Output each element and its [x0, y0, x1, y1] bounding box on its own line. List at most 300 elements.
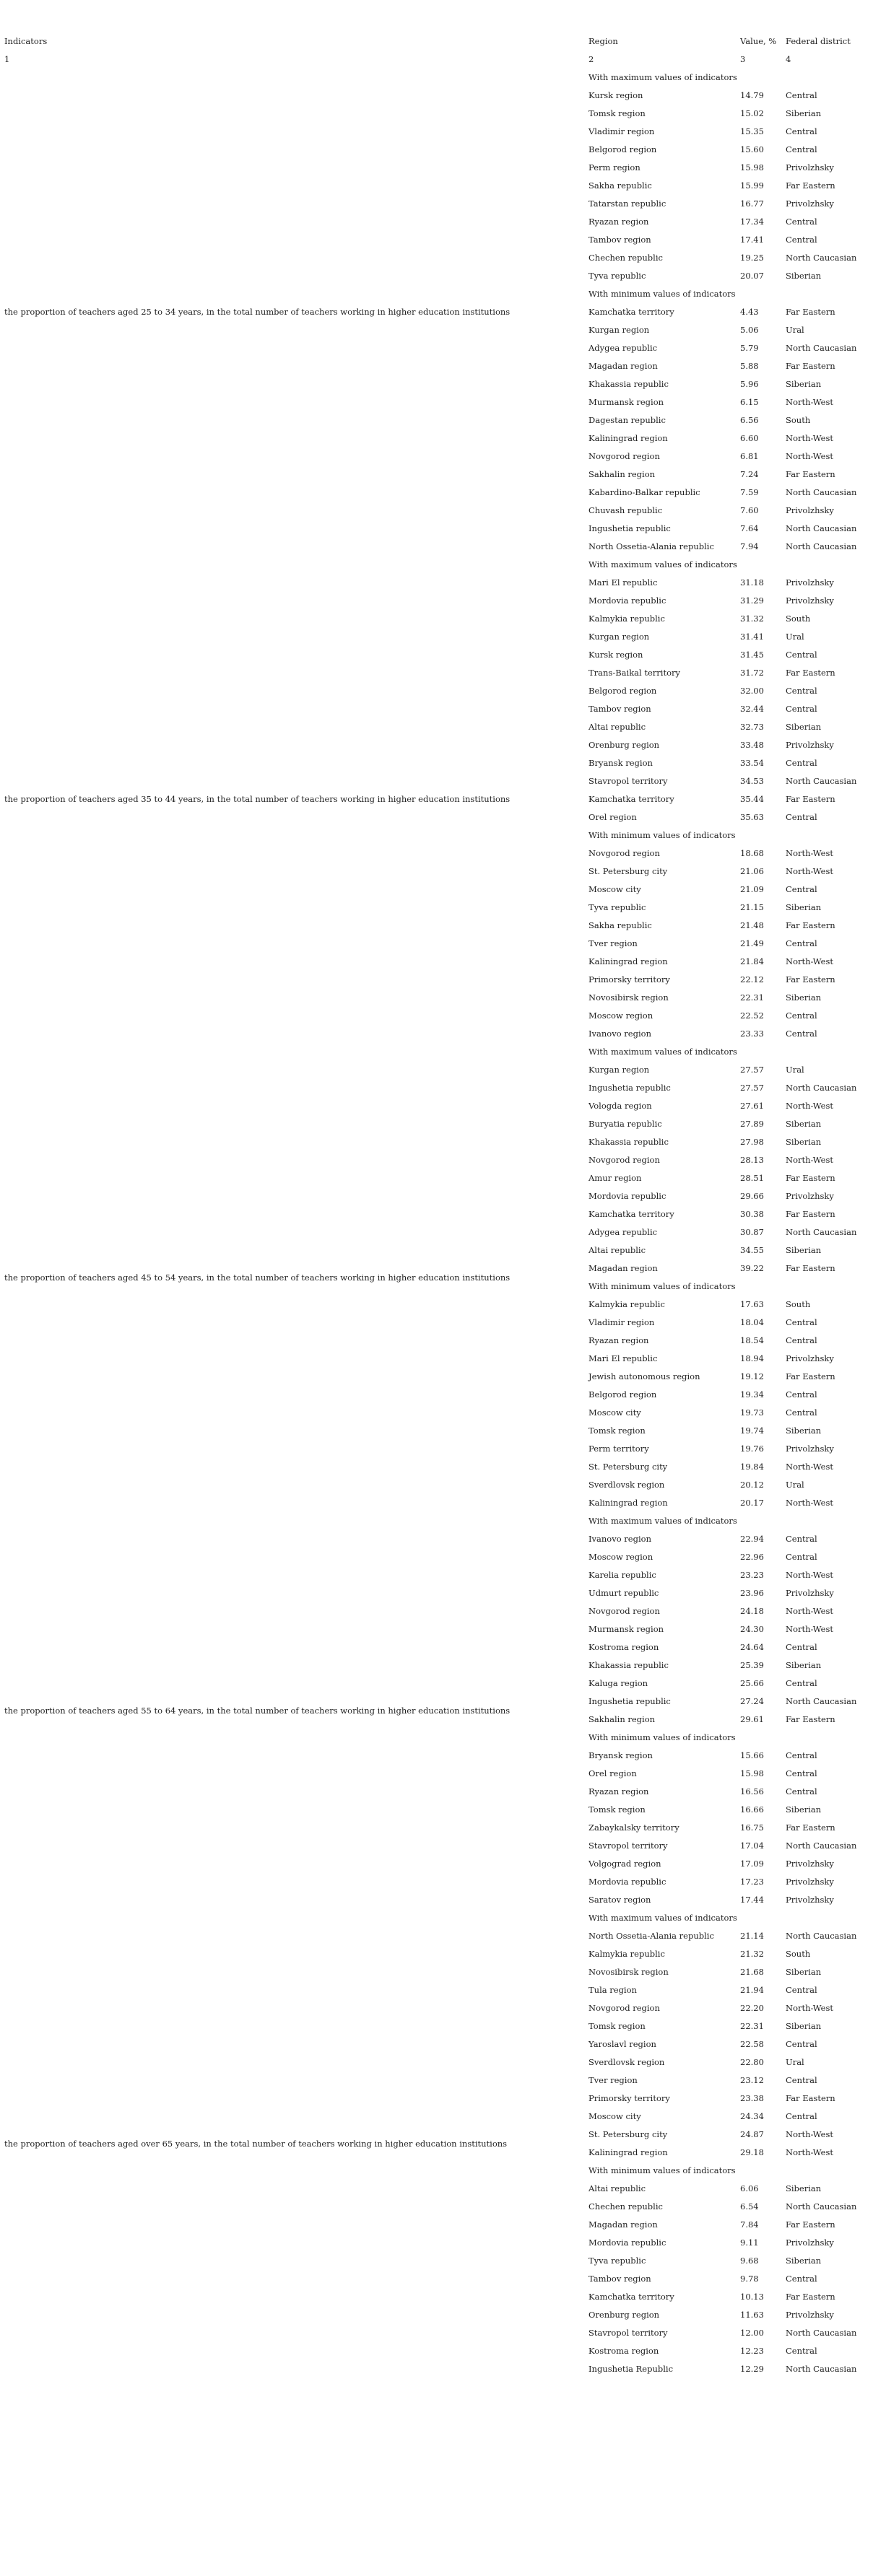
header-row [4, 32, 873, 51]
value-cell: 31.29 [740, 595, 764, 606]
region-cell: Bryansk region [588, 1750, 653, 1760]
region-cell: Kurgan region [588, 325, 650, 335]
region-cell: North Ossetia-Alania republic [588, 1931, 714, 1941]
value-cell: 15.98 [740, 1768, 764, 1778]
value-cell: 27.24 [740, 1696, 764, 1706]
value-cell: 5.96 [740, 379, 759, 389]
district-cell: Siberian [786, 379, 822, 389]
district-cell: Far Eastern [786, 920, 835, 930]
district-cell: North-West [786, 2129, 833, 2139]
value-cell: 30.38 [740, 1209, 764, 1219]
value-cell: 22.58 [740, 2039, 764, 2049]
district-cell: North Caucasian [786, 776, 857, 786]
region-cell: Kamchatka territory [588, 307, 674, 317]
region-cell: Moscow region [588, 1010, 653, 1021]
value-cell: 23.96 [740, 1588, 764, 1598]
value-cell: 27.61 [740, 1101, 764, 1111]
district-cell: Central [786, 2274, 817, 2284]
value-cell: 18.94 [740, 1353, 764, 1363]
region-cell: Tomsk region [588, 1425, 646, 1436]
value-cell: 7.94 [740, 541, 759, 551]
district-cell: Central [786, 1552, 817, 1562]
region-cell: Mordovia republic [588, 1877, 666, 1887]
district-cell: Central [786, 1750, 817, 1760]
region-cell: Belgorod region [588, 686, 657, 696]
region-cell: Adygea republic [588, 1227, 658, 1237]
district-cell: North-West [786, 2147, 833, 2157]
district-cell: Siberian [786, 2256, 822, 2266]
value-cell: 18.04 [740, 1317, 764, 1327]
region-cell: Vladimir region [588, 126, 655, 136]
value-cell: 6.81 [740, 451, 759, 461]
value-cell: 31.72 [740, 668, 764, 678]
value-cell: 7.84 [740, 2219, 759, 2230]
region-cell: Kamchatka territory [588, 794, 674, 804]
value-cell: 17.34 [740, 217, 764, 227]
region-cell: Primorsky territory [588, 2093, 670, 2103]
value-cell: 21.14 [740, 1931, 764, 1941]
region-cell: Novgorod region [588, 1155, 660, 1165]
region-cell: Ryazan region [588, 1335, 649, 1345]
district-cell: North Caucasian [786, 1841, 857, 1851]
district-cell: Central [786, 1642, 817, 1652]
group-label-row [4, 1909, 873, 1927]
district-cell: Central [786, 126, 817, 136]
region-cell: Dagestan republic [588, 415, 666, 425]
district-cell: Far Eastern [786, 307, 835, 317]
value-cell: 19.25 [740, 253, 764, 263]
value-cell: 17.23 [740, 1877, 764, 1887]
group-label-row [4, 1043, 873, 1061]
column-number-2: 2 [588, 54, 594, 64]
value-cell: 11.63 [740, 2310, 764, 2320]
district-cell: Siberian [786, 1967, 822, 1977]
district-cell: North-West [786, 956, 833, 966]
value-cell: 25.39 [740, 1660, 764, 1670]
region-cell: Kamchatka territory [588, 1209, 674, 1219]
value-cell: 29.66 [740, 1191, 764, 1201]
value-cell: 17.63 [740, 1299, 764, 1309]
region-cell: Sakhalin region [588, 1714, 656, 1724]
value-cell: 9.68 [740, 2256, 759, 2266]
group-label: With maximum values of indicators [588, 1047, 737, 1057]
value-cell: 17.41 [740, 235, 764, 245]
district-cell: Privolzhsky [786, 1444, 834, 1454]
data-table-container [4, 32, 873, 2378]
value-cell: 22.80 [740, 2057, 764, 2067]
value-cell: 31.45 [740, 650, 764, 660]
region-cell: Kalmykia republic [588, 1949, 665, 1959]
district-cell: Central [786, 1407, 817, 1418]
group-label: With minimum values of indicators [588, 830, 736, 840]
region-cell: Tambov region [588, 2274, 651, 2284]
value-cell: 21.09 [740, 884, 764, 894]
region-cell: Trans-Baikal territory [588, 668, 680, 678]
value-cell: 15.35 [740, 126, 764, 136]
district-cell: South [786, 614, 811, 624]
value-cell: 30.87 [740, 1227, 764, 1237]
district-cell: Siberian [786, 992, 822, 1003]
district-cell: North Caucasian [786, 1931, 857, 1941]
value-cell: 19.34 [740, 1389, 764, 1400]
region-cell: Stavropol territory [588, 1841, 668, 1851]
region-cell: Magadan region [588, 2219, 658, 2230]
district-cell: Far Eastern [786, 2292, 835, 2302]
value-cell: 18.68 [740, 848, 764, 858]
region-cell: St. Petersburg city [588, 2129, 668, 2139]
region-cell: Kalmykia republic [588, 1299, 665, 1309]
district-cell: North-West [786, 397, 833, 407]
value-cell: 19.73 [740, 1407, 764, 1418]
value-cell: 19.84 [740, 1462, 764, 1472]
value-cell: 6.06 [740, 2183, 759, 2193]
value-cell: 22.94 [740, 1534, 764, 1544]
district-cell: Central [786, 217, 817, 227]
district-cell: Central [786, 2075, 817, 2085]
region-cell: Tatarstan republic [588, 198, 666, 209]
value-cell: 24.18 [740, 1606, 764, 1616]
district-cell: North-West [786, 1498, 833, 1508]
region-cell: Kostroma region [588, 1642, 659, 1652]
district-cell: North Caucasian [786, 2364, 857, 2374]
region-cell: Saratov region [588, 1895, 651, 1905]
region-cell: Sverdlovsk region [588, 2057, 665, 2067]
value-cell: 5.79 [740, 343, 759, 353]
value-cell: 22.52 [740, 1010, 764, 1021]
group-label: With maximum values of indicators [588, 559, 737, 569]
district-cell: Ural [786, 1480, 804, 1490]
value-cell: 27.98 [740, 1137, 764, 1147]
district-cell: Central [786, 1985, 817, 1995]
district-cell: Siberian [786, 1245, 822, 1255]
region-cell: Tyva republic [588, 271, 646, 281]
district-cell: North-West [786, 1624, 833, 1634]
value-cell: 21.68 [740, 1967, 764, 1977]
district-cell: Far Eastern [786, 1209, 835, 1219]
region-cell: Magadan region [588, 1263, 658, 1273]
district-cell: North-West [786, 848, 833, 858]
region-cell: Vologda region [588, 1101, 652, 1111]
region-cell: Kurgan region [588, 632, 650, 642]
district-cell: North-West [786, 1570, 833, 1580]
region-cell: Kaliningrad region [588, 2147, 668, 2157]
group-label: With minimum values of indicators [588, 289, 736, 299]
value-cell: 16.56 [740, 1786, 764, 1796]
value-cell: 7.24 [740, 469, 759, 479]
group-label: With maximum values of indicators [588, 1913, 737, 1923]
district-cell: Central [786, 2111, 817, 2121]
value-cell: 23.12 [740, 2075, 764, 2085]
district-cell: North-West [786, 1606, 833, 1616]
region-cell: Vladimir region [588, 1317, 655, 1327]
region-cell: North Ossetia-Alania republic [588, 541, 714, 551]
district-cell: Far Eastern [786, 1822, 835, 1833]
region-cell: Kaliningrad region [588, 1498, 668, 1508]
district-cell: Far Eastern [786, 180, 835, 191]
district-cell: Siberian [786, 271, 822, 281]
value-cell: 15.02 [740, 108, 764, 118]
region-cell: Tambov region [588, 704, 651, 714]
value-cell: 16.77 [740, 198, 764, 209]
value-cell: 5.06 [740, 325, 759, 335]
value-cell: 14.79 [740, 90, 764, 100]
group-label-row [4, 69, 873, 87]
region-cell: Khakassia republic [588, 1137, 669, 1147]
region-cell: Sverdlovsk region [588, 1480, 665, 1490]
district-cell: Privolzhsky [786, 2310, 834, 2320]
region-cell: Orenburg region [588, 740, 660, 750]
region-cell: Khakassia republic [588, 1660, 669, 1670]
region-cell: Kaluga region [588, 1678, 648, 1688]
value-cell: 6.54 [740, 2201, 759, 2212]
region-cell: Buryatia republic [588, 1119, 662, 1129]
district-cell: North-West [786, 2003, 833, 2013]
district-cell: North Caucasian [786, 2201, 857, 2212]
district-cell: Privolzhsky [786, 1895, 834, 1905]
value-cell: 32.73 [740, 722, 764, 732]
district-cell: North Caucasian [786, 523, 857, 533]
region-cell: Tver region [588, 2075, 638, 2085]
value-cell: 19.74 [740, 1425, 764, 1436]
region-cell: Kaliningrad region [588, 956, 668, 966]
district-cell: Central [786, 884, 817, 894]
region-cell: Kostroma region [588, 2346, 659, 2356]
region-cell: Ivanovo region [588, 1029, 651, 1039]
region-cell: Novosibirsk region [588, 992, 669, 1003]
value-cell: 23.33 [740, 1029, 764, 1039]
region-cell: Zabaykalsky territory [588, 1822, 679, 1833]
header-indicators: Indicators [4, 36, 48, 46]
value-cell: 27.57 [740, 1083, 764, 1093]
value-cell: 32.44 [740, 704, 764, 714]
district-cell: Ural [786, 1065, 804, 1075]
region-cell: Kabardino-Balkar republic [588, 487, 700, 497]
district-cell: Central [786, 1010, 817, 1021]
value-cell: 25.66 [740, 1678, 764, 1688]
value-cell: 21.94 [740, 1985, 764, 1995]
district-cell: Far Eastern [786, 794, 835, 804]
header-region: Region [588, 36, 618, 46]
value-cell: 20.07 [740, 271, 764, 281]
district-cell: Siberian [786, 1804, 822, 1815]
region-cell: Novgorod region [588, 1606, 660, 1616]
indicator-cell: the proportion of teachers aged 45 to 54 years, in the total number of teachers working in higher education institutions [4, 1272, 511, 1283]
value-cell: 35.63 [740, 812, 764, 822]
region-cell: Ryazan region [588, 1786, 649, 1796]
district-cell: North-West [786, 866, 833, 876]
district-cell: Far Eastern [786, 1263, 835, 1273]
value-cell: 31.32 [740, 614, 764, 624]
region-cell: Chuvash republic [588, 505, 663, 515]
indicator-cell: the proportion of teachers aged 35 to 44 years, in the total number of teachers working in higher education institutions [4, 794, 511, 804]
district-cell: South [786, 1299, 811, 1309]
indicator-cell: the proportion of teachers aged 25 to 34 years, in the total number of teachers working in higher education institutions [4, 307, 511, 317]
value-cell: 6.15 [740, 397, 759, 407]
district-cell: Central [786, 90, 817, 100]
value-cell: 39.22 [740, 1263, 764, 1273]
district-cell: Central [786, 704, 817, 714]
region-cell: Murmansk region [588, 1624, 664, 1634]
district-cell: North Caucasian [786, 343, 857, 353]
column-number-4: 4 [786, 54, 791, 64]
district-cell: Privolzhsky [786, 577, 834, 588]
district-cell: Ural [786, 2057, 804, 2067]
value-cell: 23.38 [740, 2093, 764, 2103]
value-cell: 10.13 [740, 2292, 764, 2302]
district-cell: Siberian [786, 1425, 822, 1436]
region-cell: Kurgan region [588, 1065, 650, 1075]
district-cell: Far Eastern [786, 668, 835, 678]
value-cell: 21.49 [740, 938, 764, 948]
value-cell: 15.66 [740, 1750, 764, 1760]
region-cell: Sakha republic [588, 180, 652, 191]
region-cell: Orenburg region [588, 2310, 660, 2320]
district-cell: Central [786, 1335, 817, 1345]
district-cell: Central [786, 938, 817, 948]
region-cell: Stavropol territory [588, 2328, 668, 2338]
district-cell: North Caucasian [786, 253, 857, 263]
region-cell: Ingushetia republic [588, 1083, 671, 1093]
district-cell: Central [786, 1317, 817, 1327]
teachers-age-table [4, 32, 873, 2378]
region-cell: Kamchatka territory [588, 2292, 674, 2302]
district-cell: Privolzhsky [786, 740, 834, 750]
group-label-row [4, 1512, 873, 1530]
region-cell: St. Petersburg city [588, 866, 668, 876]
region-cell: Novgorod region [588, 2003, 660, 2013]
value-cell: 7.60 [740, 505, 759, 515]
value-cell: 15.98 [740, 162, 764, 173]
district-cell: Ural [786, 632, 804, 642]
region-cell: Tula region [588, 1985, 637, 1995]
value-cell: 22.20 [740, 2003, 764, 2013]
district-cell: Siberian [786, 1119, 822, 1129]
district-cell: North-West [786, 451, 833, 461]
district-cell: Siberian [786, 2021, 822, 2031]
district-cell: North Caucasian [786, 1083, 857, 1093]
value-cell: 5.88 [740, 361, 759, 371]
district-cell: Siberian [786, 902, 822, 912]
region-cell: Kursk region [588, 650, 643, 660]
district-cell: Far Eastern [786, 361, 835, 371]
district-cell: Central [786, 1678, 817, 1688]
region-cell: Kalmykia republic [588, 614, 665, 624]
district-cell: Central [786, 758, 817, 768]
region-cell: Chechen republic [588, 253, 663, 263]
region-cell: Altai republic [588, 2183, 646, 2193]
value-cell: 24.34 [740, 2111, 764, 2121]
district-cell: Central [786, 1389, 817, 1400]
region-cell: Belgorod region [588, 144, 657, 154]
region-cell: Tomsk region [588, 108, 646, 118]
region-cell: Kursk region [588, 90, 643, 100]
district-cell: North Caucasian [786, 1696, 857, 1706]
district-cell: Far Eastern [786, 1173, 835, 1183]
group-label: With maximum values of indicators [588, 72, 737, 82]
value-cell: 34.53 [740, 776, 764, 786]
district-cell: Privolzhsky [786, 1877, 834, 1887]
indicator-cell: the proportion of teachers aged 55 to 64 years, in the total number of teachers working in higher education institutions [4, 1705, 511, 1716]
region-cell: Moscow city [588, 884, 641, 894]
value-cell: 18.54 [740, 1335, 764, 1345]
indicator-cell: the proportion of teachers aged over 65 years, in the total number of teachers working in higher education institutions [4, 2138, 508, 2149]
district-cell: North-West [786, 1155, 833, 1165]
group-label: With minimum values of indicators [588, 1281, 736, 1291]
value-cell: 23.23 [740, 1570, 764, 1580]
district-cell: Central [786, 1768, 817, 1778]
district-cell: Privolzhsky [786, 1353, 834, 1363]
region-cell: Stavropol territory [588, 776, 668, 786]
region-cell: Ingushetia republic [588, 1696, 671, 1706]
district-cell: Central [786, 650, 817, 660]
value-cell: 20.12 [740, 1480, 764, 1490]
value-cell: 24.30 [740, 1624, 764, 1634]
column-number-row [4, 51, 873, 69]
group-label-row [4, 556, 873, 574]
region-cell: Tyva republic [588, 902, 646, 912]
value-cell: 28.13 [740, 1155, 764, 1165]
region-cell: Yaroslavl region [588, 2039, 656, 2049]
district-cell: North-West [786, 433, 833, 443]
district-cell: Siberian [786, 2183, 822, 2193]
value-cell: 21.48 [740, 920, 764, 930]
region-cell: Orel region [588, 812, 637, 822]
district-cell: Siberian [786, 1137, 822, 1147]
value-cell: 21.15 [740, 902, 764, 912]
district-cell: North Caucasian [786, 487, 857, 497]
value-cell: 17.04 [740, 1841, 764, 1851]
region-cell: Tomsk region [588, 1804, 646, 1815]
value-cell: 12.23 [740, 2346, 764, 2356]
district-cell: Central [786, 812, 817, 822]
header-federal-district: Federal district [786, 36, 851, 46]
value-cell: 21.84 [740, 956, 764, 966]
district-cell: Central [786, 1029, 817, 1039]
value-cell: 15.60 [740, 144, 764, 154]
value-cell: 35.44 [740, 794, 764, 804]
column-number-3: 3 [740, 54, 746, 64]
district-cell: Privolzhsky [786, 595, 834, 606]
value-cell: 27.57 [740, 1065, 764, 1075]
value-cell: 28.51 [740, 1173, 764, 1183]
region-cell: Mordovia republic [588, 1191, 666, 1201]
region-cell: Novosibirsk region [588, 1967, 669, 1977]
value-cell: 32.00 [740, 686, 764, 696]
value-cell: 24.87 [740, 2129, 764, 2139]
region-cell: Moscow city [588, 1407, 641, 1418]
district-cell: Central [786, 235, 817, 245]
region-cell: Volgograd region [588, 1859, 661, 1869]
district-cell: Far Eastern [786, 2219, 835, 2230]
district-cell: North Caucasian [786, 2328, 857, 2338]
district-cell: Central [786, 686, 817, 696]
region-cell: St. Petersburg city [588, 1462, 668, 1472]
value-cell: 19.12 [740, 1371, 764, 1381]
value-cell: 22.31 [740, 2021, 764, 2031]
region-cell: Moscow city [588, 2111, 641, 2121]
value-cell: 22.31 [740, 992, 764, 1003]
group-label: With minimum values of indicators [588, 2165, 736, 2175]
region-cell: Moscow region [588, 1552, 653, 1562]
value-cell: 29.61 [740, 1714, 764, 1724]
region-cell: Mari El republic [588, 577, 658, 588]
value-cell: 17.09 [740, 1859, 764, 1869]
district-cell: Siberian [786, 108, 822, 118]
district-cell: Far Eastern [786, 2093, 835, 2103]
region-cell: Udmurt republic [588, 1588, 659, 1598]
region-cell: Primorsky territory [588, 974, 670, 984]
region-cell: Altai republic [588, 1245, 646, 1255]
